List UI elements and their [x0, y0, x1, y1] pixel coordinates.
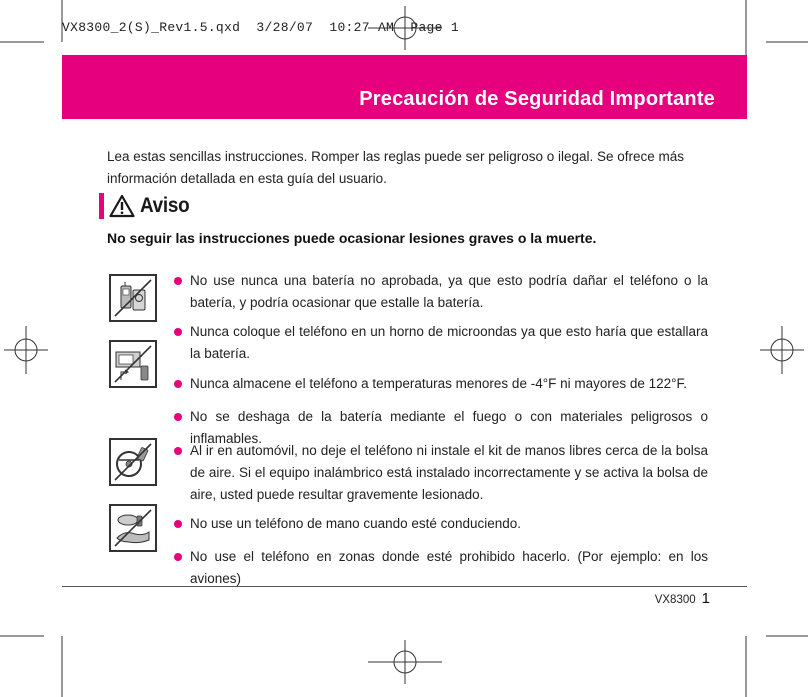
warning-heading	[99, 192, 195, 220]
list-item: No use un teléfono de mano cuando esté conduciendo.	[174, 513, 708, 535]
no-airbag-area-icon	[109, 438, 157, 486]
warning-subheading: No seguir las instrucciones puede ocasionar lesiones graves o la muerte.	[107, 230, 597, 246]
bullet-dot	[174, 413, 182, 421]
page-footer	[655, 590, 710, 607]
print-slug: VX8300_2(S)_Rev1.5.qxd 3/28/07 10:27 AM Page 1	[62, 20, 459, 35]
page-title: Precaución de Seguridad Importante	[359, 88, 715, 110]
list-item: No use nunca una batería no aprobada, ya que esto podría dañar el teléfono o la batería, y podría ocasionar que estalle la batería.	[174, 270, 708, 314]
bullet-dot	[174, 520, 182, 528]
no-unapproved-battery-icon	[109, 274, 157, 322]
bullet-dot	[174, 553, 182, 561]
no-microwave-icon	[109, 340, 157, 388]
list-item: No se deshaga de la batería mediante el fuego o con materiales peligrosos o inflamables.	[174, 406, 708, 450]
footer-rule	[62, 586, 747, 587]
accent-bar	[99, 193, 104, 219]
bullet-dot	[174, 328, 182, 336]
title-banner	[62, 55, 747, 119]
warning-word: Aviso	[140, 194, 190, 217]
no-handheld-driving-icon	[109, 504, 157, 552]
footer-model: VX8300	[654, 594, 696, 606]
list-item: No use el teléfono en zonas donde esté prohibido hacerlo. (Por ejemplo: en los aviones)	[174, 546, 708, 590]
bullet-dot	[174, 277, 182, 285]
list-item: Al ir en automóvil, no deje el teléfono ni instale el kit de manos libres cerca de la bolsa de aire. Si el equipo inalámbrico está instalado incorrectamente y se activa la bolsa de aire, usted puede resultar gravemente lesionado.	[174, 440, 708, 506]
page-number: 1	[701, 590, 710, 607]
intro-paragraph: Lea estas sencillas instrucciones. Romper las reglas puede ser peligroso o ilegal. Se ofrece más información detallada en esta guía del usuario.	[107, 149, 685, 186]
bullet-dot	[174, 447, 182, 455]
bullet-dot	[174, 380, 182, 388]
warning-triangle-icon	[109, 194, 135, 218]
list-item: Nunca coloque el teléfono en un horno de microondas ya que esto haría que estallara la batería.	[174, 321, 708, 365]
list-item: Nunca almacene el teléfono a temperaturas menores de -4°F ni mayores de 122°F.	[174, 373, 708, 395]
